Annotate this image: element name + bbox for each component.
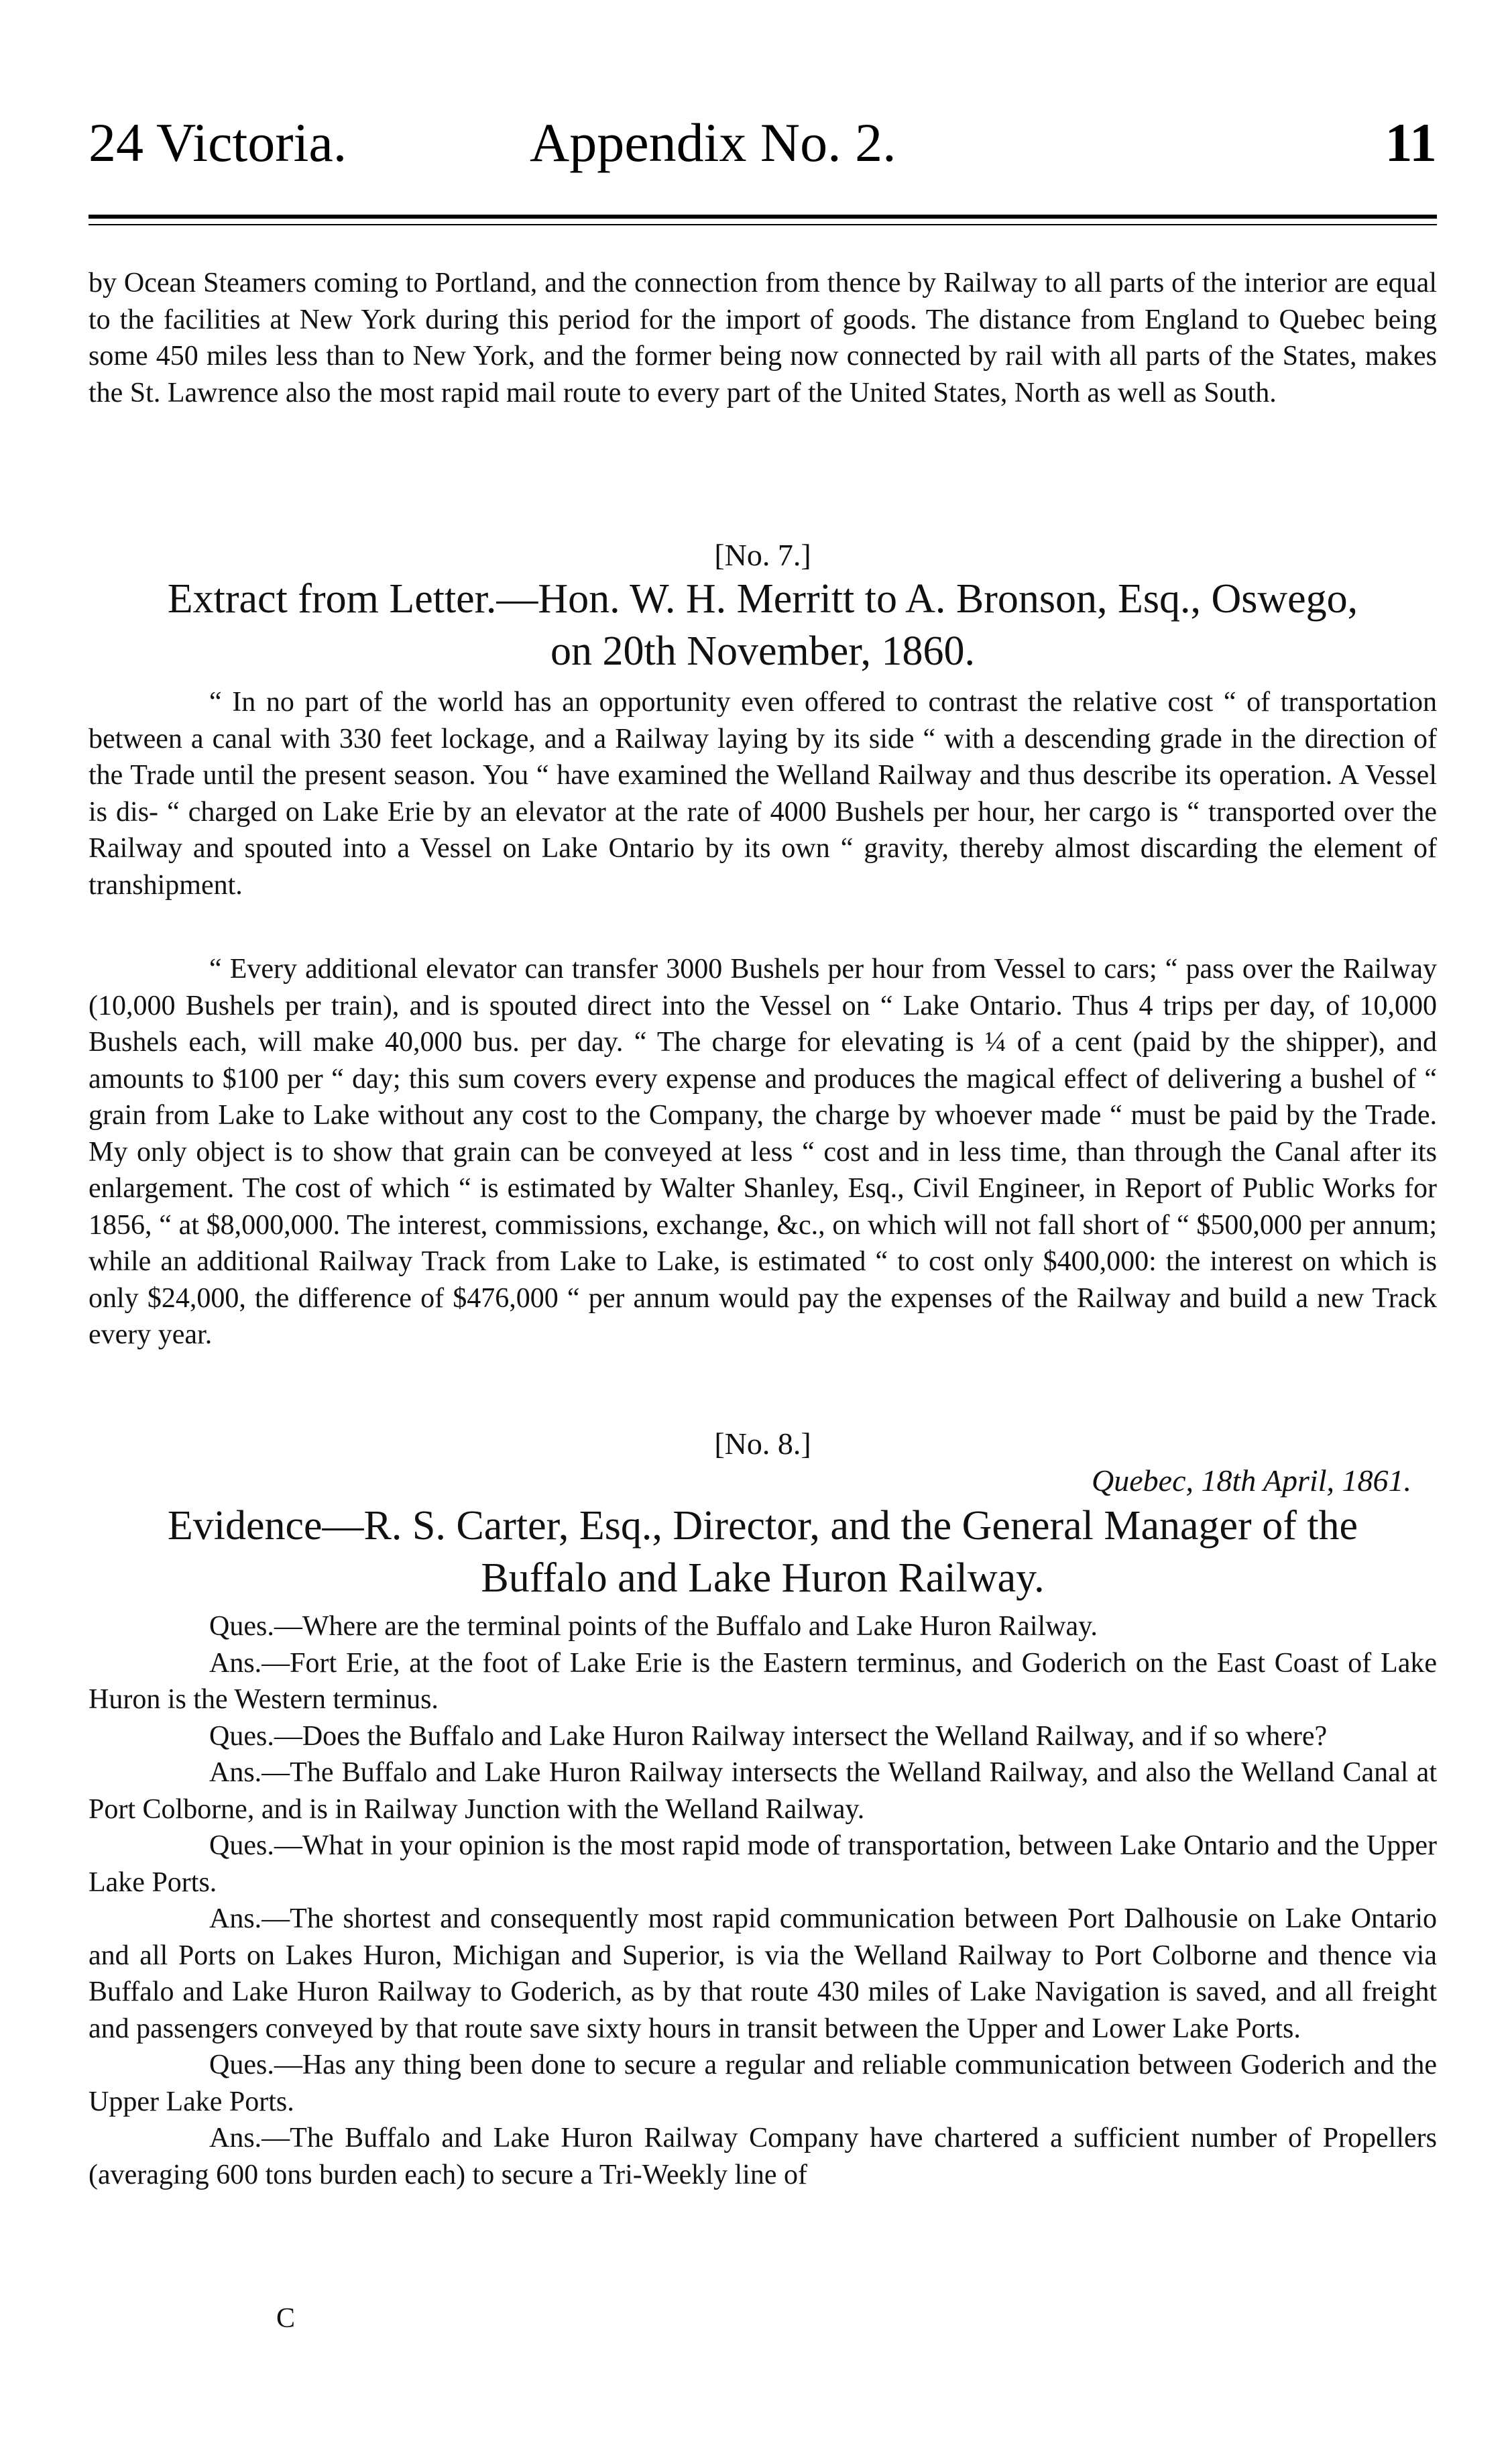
running-header-left: 24 Victoria. (89, 112, 347, 173)
question: Ques.—Has any thing been done to secure a regular and reliable communication between Goderich and the Upper Lake Ports. (89, 2050, 1437, 2117)
question: Ques.—What in your opinion is the most rapid mode of transportation, between Lake Ontario and the Upper Lake Ports. (89, 1830, 1437, 1898)
section-7-heading-line1: Extract from Letter.—Hon. W. H. Merritt to A. Bronson, Esq., Oswego, (167, 576, 1358, 622)
section-8-evidence (89, 1608, 1437, 2193)
section-8-heading-line2: Buffalo and Lake Huron Railway. (481, 1555, 1045, 1601)
intro-paragraph: by Ocean Steamers coming to Portland, and the connection from thence by Railway to all parts of the interior are equal to the facilities at New York during this period for the import of goods. The distance from England to Quebec being some 450 miles less than to New York, and the former being now connected by rail with all parts of the States, makes the St. Lawrence also the most rapid mail route to every part of the United States, North as well as South. (89, 268, 1437, 408)
section-7-letter-paragraph-1: “ In no part of the world has an opportunity even offered to contrast the relative cost “ of transportation between a canal with 330 feet lockage, and a Railway laying by its side “ with a descending grade in the direction of the Trade until the present season. You “ have examined the Welland Railway and thus describe its operation. A Vessel is dis- “ charged on Lake Erie by an elevator at the rate of 4000 Bushels per hour, her cargo is “ transported over the Railway and spouted into a Vessel on Lake Ontario by its own “ gravity, thereby almost discarding the element of transhipment. (89, 687, 1437, 901)
section-7-heading-line2: on 20th November, 1860. (550, 628, 975, 674)
header-rule-thin (89, 224, 1437, 225)
section-8-heading-line1: Evidence—R. S. Carter, Esq., Director, and the General Manager of the (167, 1503, 1358, 1549)
header-rule-thick (89, 215, 1437, 219)
signature-mark: C (276, 2303, 296, 2334)
answer: Ans.—The Buffalo and Lake Huron Railway Company have chartered a sufficient number of Propellers (averaging 600 tons burden each) to secure a Tri-Weekly line of (89, 2123, 1437, 2190)
answer: Ans.—The Buffalo and Lake Huron Railway intersects the Welland Railway, and also the Welland Canal at Port Colborne, and is in Railway Junction with the Welland Railway. (89, 1757, 1437, 1825)
section-7-number: [No. 7.] (714, 538, 811, 572)
running-header-center: Appendix No. 2. (530, 112, 896, 173)
question: Ques.—Does the Buffalo and Lake Huron Railway intersect the Welland Railway, and if so where? (209, 1720, 1328, 1752)
section-8-number: [No. 8.] (714, 1426, 811, 1461)
question: Ques.—Where are the terminal points of the Buffalo and Lake Huron Railway. (209, 1611, 1098, 1642)
section-7-letter-paragraph-2: “ Every additional elevator can transfer 3000 Bushels per hour from Vessel to cars; “ pass over the Railway (10,000 Bushels per train), and is spouted direct into the Vessel on “ Lake Ontario. Thus 4 trips per day, of 10,000 Bushels each, will make 40,000 bus. per day. “ The charge for elevating is ¼ of a cent (paid by the shipper), and amounts to $100 per “ day; this sum covers every expense and produces the magical effect of delivering a bushel of “ grain from Lake to Lake without any cost to the Company, the charge by whoever made “ must be paid by the Trade. My only object is to show that grain can be conveyed at less “ cost and in less time, than through the Canal after its enlargement. The cost of which “ is estimated by Walter Shanley, Esq., Civil Engineer, in Report of Public Works for 1856, “ at $8,000,000. The interest, commissions, exchange, &c., on which will not fall short of “ $500,000 per annum; while an additional Railway Track from Lake to Lake, is estimated “ to cost only $400,000: the interest on which is only $24,000, the difference of $476,000 “ per annum would pay the expenses of the Railway and build a new Track every year. (89, 954, 1437, 1350)
answer: Ans.—The shortest and consequently most rapid communication between Port Dalhousie on Lake Ontario and all Ports on Lakes Huron, Michigan and Superior, is via the Welland Railway to Port Colborne and thence via Buffalo and Lake Huron Railway to Goderich, as by that route 430 miles of Lake Navigation is saved, and all freight and passengers conveyed by that route save sixty hours in transit between the Upper and Lower Lake Ports. (89, 1903, 1437, 2044)
page-number: 11 (1385, 112, 1437, 173)
section-8-dateline: Quebec, 18th April, 1861. (1092, 1463, 1411, 1498)
answer: Ans.—Fort Erie, at the foot of Lake Erie is the Eastern terminus, and Goderich on the East Coast of Lake Huron is the Western terminus. (89, 1647, 1437, 1715)
